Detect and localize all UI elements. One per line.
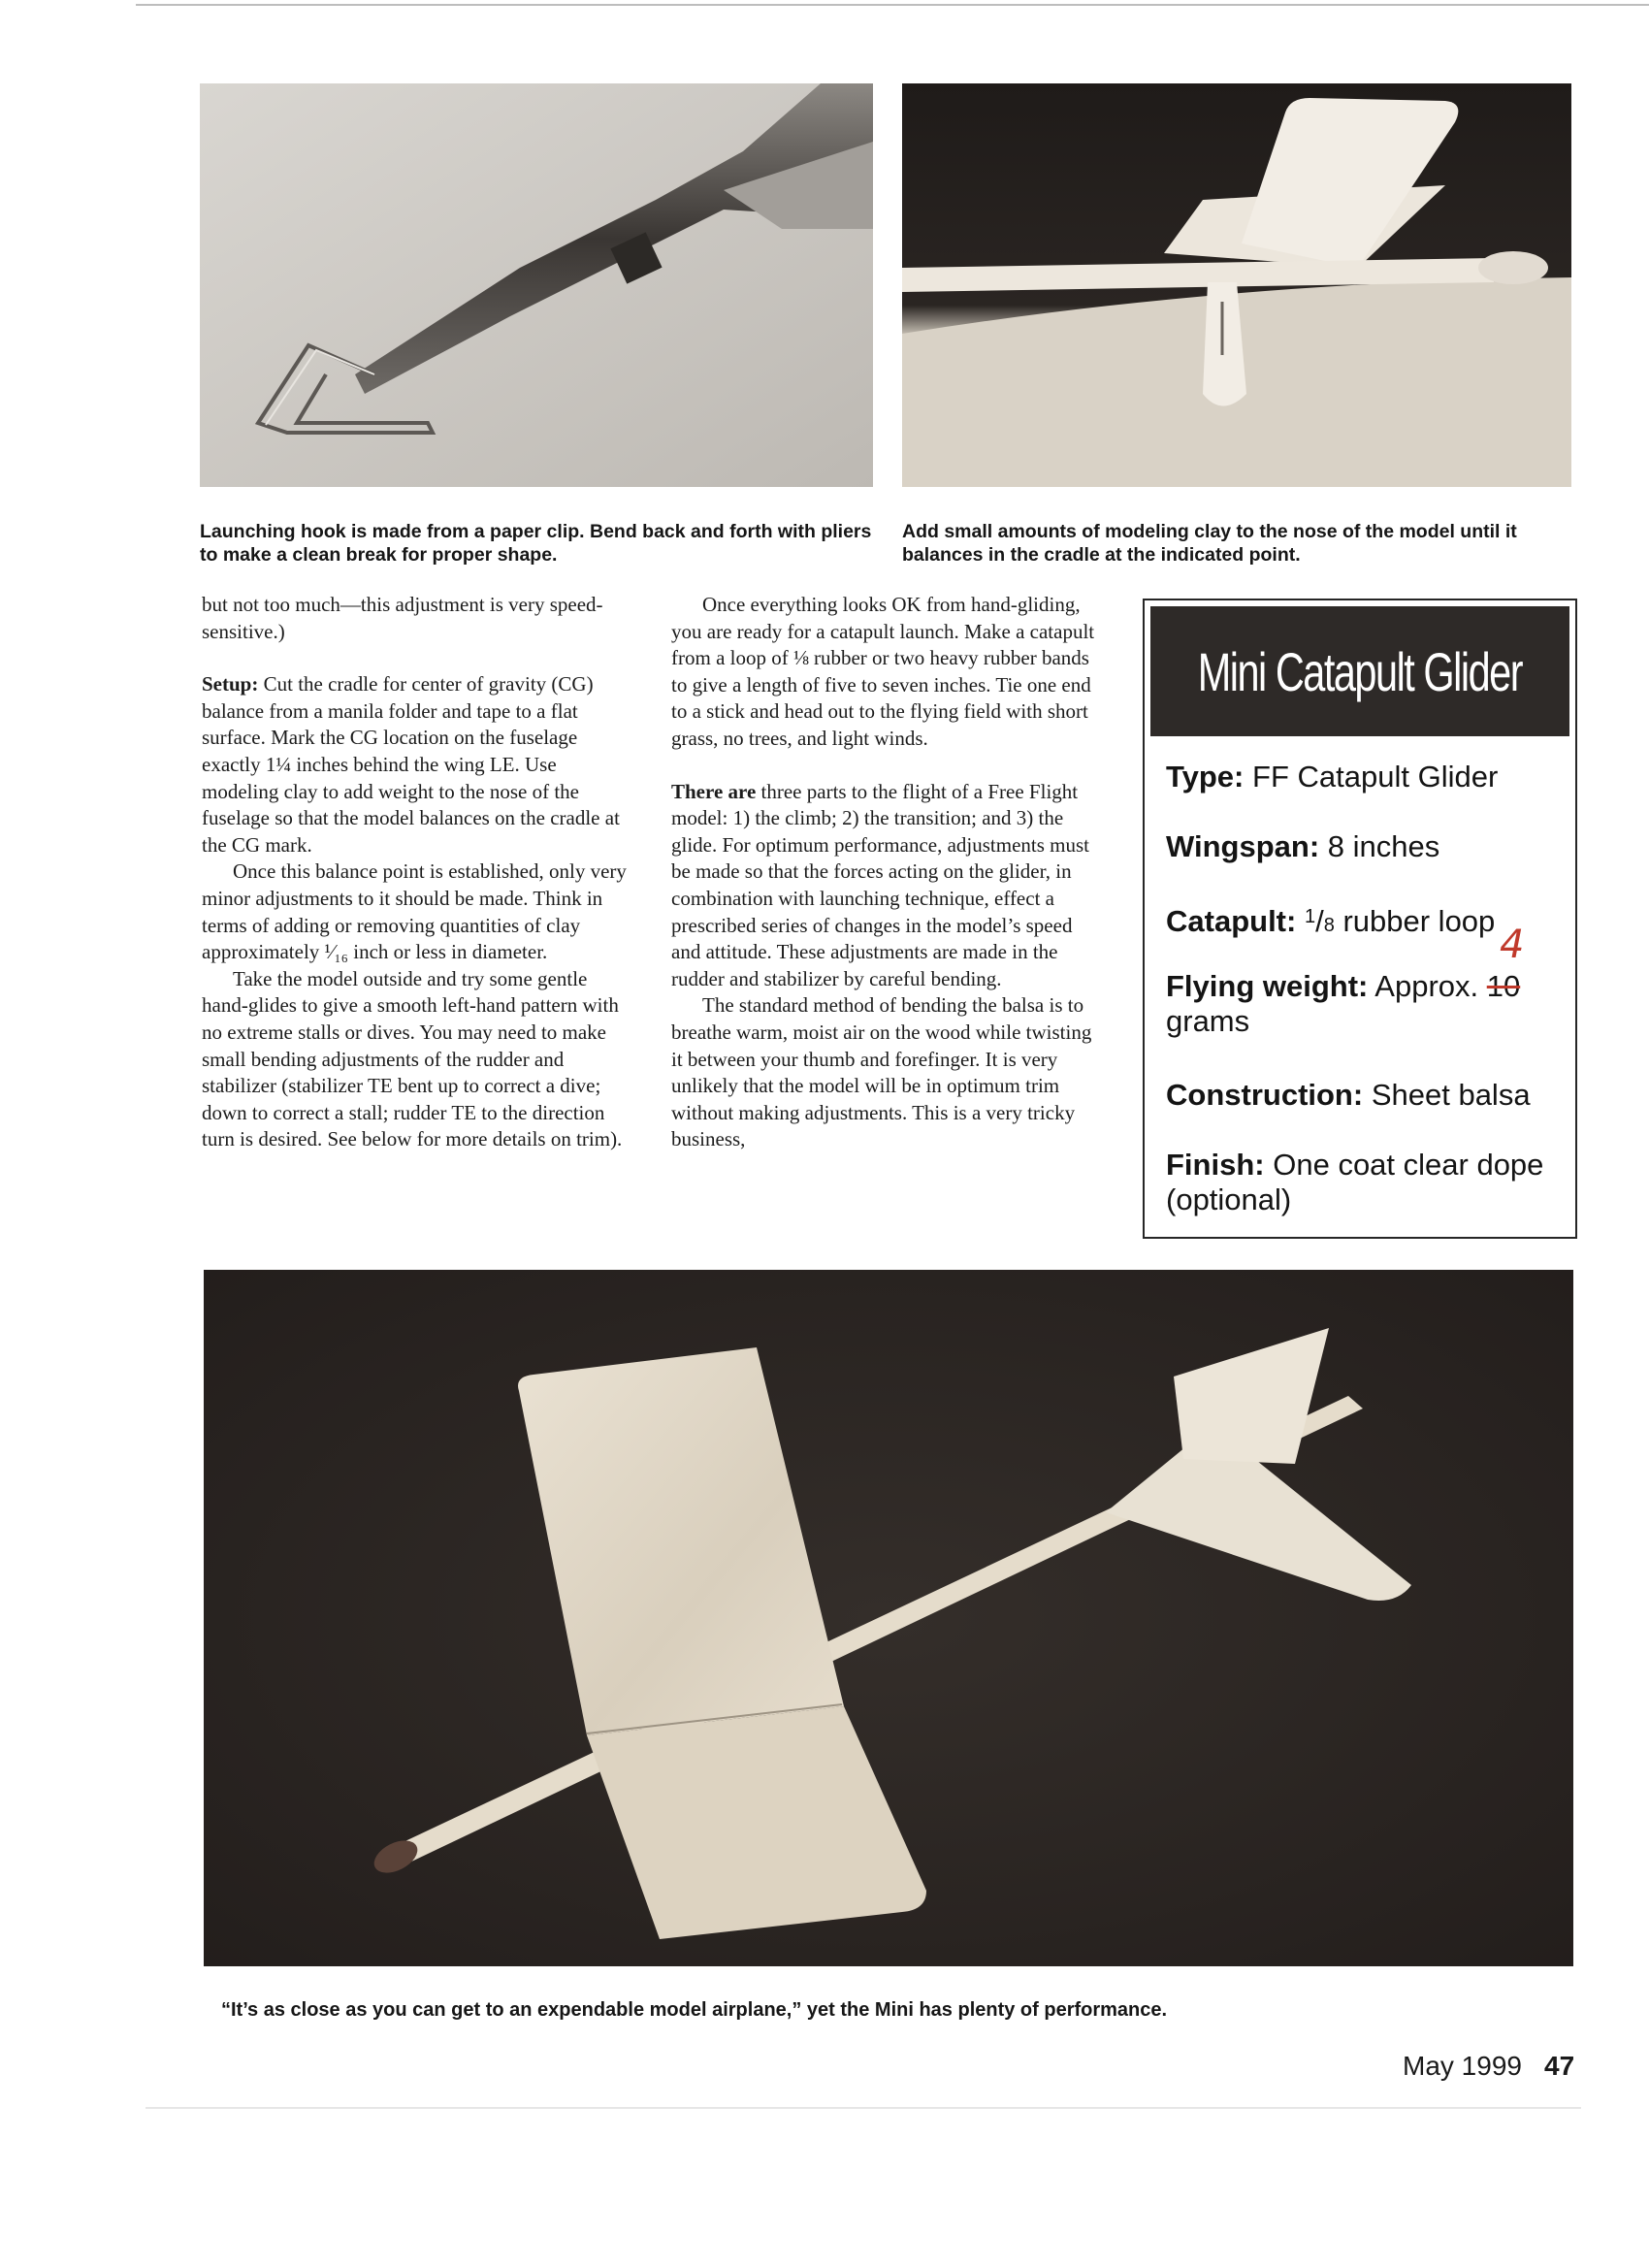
spec-catapult-denominator: 8: [1323, 915, 1335, 936]
column2-paragraph-3: The standard method of bending the balsa is to breathe warm, moist air on the wood while twisting it between your thumb and forefinger. It is very unlikely that the model will be in optimum trim without making adjustments. This is a very tricky business,: [671, 993, 1092, 1151]
spec-weight-struck: 10: [1486, 969, 1521, 1003]
spec-weight-prefix: Approx.: [1374, 969, 1479, 1003]
column1-paragraph-1: but not too much—this adjustment is very speed-sensitive.): [202, 593, 603, 643]
spec-catapult-numerator: 1: [1304, 906, 1316, 927]
spec-construction: [1166, 1078, 1566, 1113]
spec-finish-value: One coat clear dope (optional): [1166, 1148, 1544, 1216]
article-column-1: [202, 592, 636, 1153]
flight-parts-text: three parts to the flight of a Free Flight model: 1) the climb; 2) the transition; and 3) the glide. For optimum performance, adjustments must be made so that the forces acting on the glider, in combination with launching technique, effect a prescribed series of changes in the model’s speed and attitude. These adjustments are made in the rudder and stabilizer by careful bending.: [671, 779, 1090, 990]
spec-weight: [1166, 969, 1566, 1039]
glider-photo: [204, 1270, 1573, 1966]
cradle-caption: Add small amounts of modeling clay to the nose of the model until it balances in the cradle at the indicated point.: [902, 521, 1517, 566]
spec-weight-label: Flying weight:: [1166, 969, 1369, 1003]
handwritten-correction: 4: [1500, 923, 1525, 967]
cradle-photo-image: [902, 83, 1571, 487]
setup-label: Setup:: [202, 672, 259, 697]
column2-paragraph-1: Once everything looks OK from hand-gliding, you are ready for a catapult launch. Make a catapult from a loop of ⅛ rubber or two heavy rubber bands to give a length of five to seven inches. Tie one end to a stick and head out to the flying field with short grass, no trees, and light winds.: [671, 593, 1095, 750]
flight-parts-paragraph: [671, 779, 1098, 993]
spec-wingspan: [1166, 829, 1566, 864]
spec-sidebar: [1143, 599, 1577, 1239]
top-rule: [136, 4, 1649, 6]
folio-page-number: 47: [1544, 2051, 1575, 2081]
sidebar-title: Mini Catapult Glider: [1197, 640, 1523, 702]
glider-caption: “It’s as close as you can get to an expendable model airplane,” yet the Mini has plenty of performance.: [221, 1999, 1168, 2021]
spec-wingspan-label: Wingspan:: [1166, 829, 1320, 863]
spec-finish: [1166, 1148, 1566, 1217]
spec-construction-value: Sheet balsa: [1371, 1078, 1531, 1112]
column1-paragraph-3: Once this balance point is established, only very minor adjustments to it should be made. Think in terms of adding or removing quantities of clay approximately ¹⁄₁₆ inch or less in diameter.: [202, 859, 627, 964]
hook-caption: Launching hook is made from a paper clip. Bend back and forth with pliers to make a clean break for proper shape.: [200, 521, 872, 566]
sidebar-header: [1150, 606, 1569, 736]
fraction-slash: /: [1315, 904, 1324, 938]
folio-issue: May 1999: [1403, 2051, 1522, 2081]
spec-type-label: Type:: [1166, 760, 1245, 794]
setup-paragraph: [202, 671, 636, 859]
spec-wingspan-value: 8 inches: [1327, 829, 1440, 863]
bottom-rule: [146, 2107, 1581, 2109]
hook-photo-image: [200, 83, 873, 487]
spec-catapult-label: Catapult:: [1166, 904, 1297, 938]
spec-weight-unit: grams: [1166, 1004, 1250, 1038]
hook-photo: [200, 83, 873, 487]
setup-text: Cut the cradle for center of gravity (CG) balance from a manila folder and tape to a flat surface. Mark the CG location on the fuselage exactly 1¼ inches behind the wing LE. Use modeling clay to add weight to the nose of the fuselage so that the model balances on the cradle at the CG mark.: [202, 672, 620, 857]
column1-paragraph-4: Take the model outside and try some gentle hand-glides to give a smooth left-hand pattern with no extreme stalls or dives. You may need to make small bending adjustments of the rudder and stabilizer (stabilizer TE bent up to correct a dive; down to correct a stall; rudder TE to the direction turn is desired. See below for more details on trim).: [202, 966, 623, 1151]
glider-photo-image: [204, 1270, 1573, 1966]
flight-parts-label: There are: [671, 779, 757, 803]
spec-construction-label: Construction:: [1166, 1078, 1364, 1112]
spec-finish-label: Finish:: [1166, 1148, 1265, 1182]
article-column-2: [671, 592, 1098, 1153]
spec-catapult-value: rubber loop: [1342, 904, 1496, 938]
cradle-photo: [902, 83, 1571, 487]
spec-type-value: FF Catapult Glider: [1252, 760, 1499, 794]
spec-type: [1166, 760, 1566, 794]
